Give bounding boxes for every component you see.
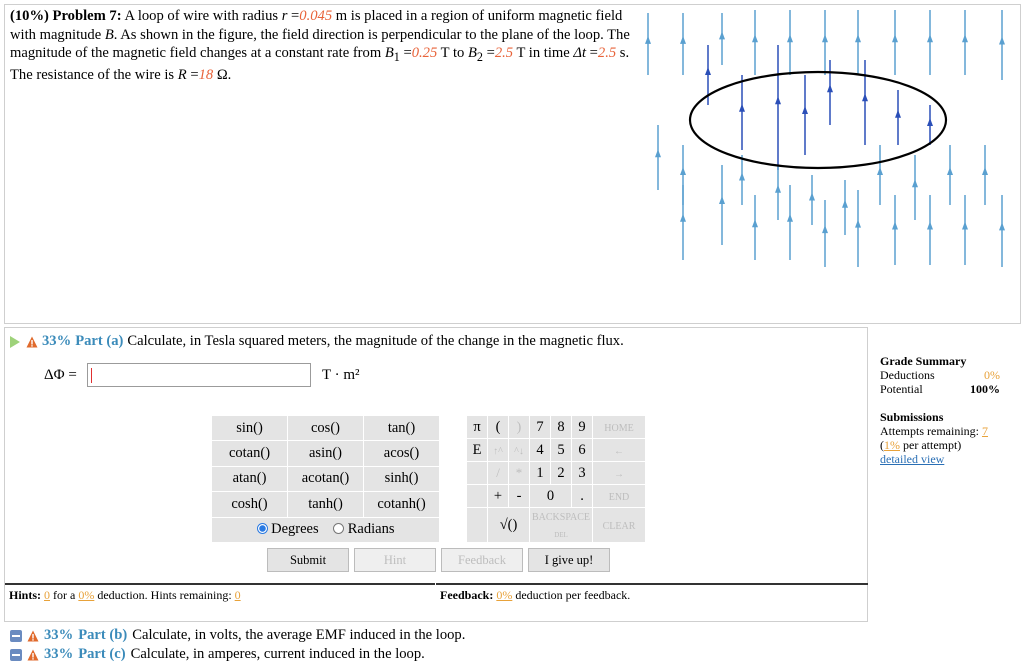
field-arrow-icon bbox=[719, 31, 725, 39]
hints-text-2: deduction. Hints remaining: bbox=[97, 588, 232, 602]
submit-button[interactable]: Submit bbox=[267, 548, 349, 572]
potential-row bbox=[880, 382, 1000, 396]
field-arrow-icon bbox=[752, 219, 758, 227]
hints-panel bbox=[5, 583, 435, 621]
hints-remaining: 0 bbox=[234, 588, 241, 602]
per-attempt-row bbox=[880, 438, 1000, 452]
asin-button[interactable]: asin() bbox=[288, 441, 364, 466]
del-label: DEL bbox=[554, 531, 568, 539]
clear-button[interactable] bbox=[593, 508, 646, 543]
part-c-row[interactable] bbox=[10, 645, 465, 664]
text-cursor bbox=[91, 368, 92, 383]
per-attempt-text: per attempt) bbox=[900, 438, 962, 452]
angle-mode bbox=[212, 517, 440, 542]
problem-heading: (10%) Problem 7: bbox=[10, 8, 122, 24]
collapse-icon[interactable] bbox=[10, 630, 22, 642]
equals: = bbox=[186, 67, 199, 84]
acos-button[interactable]: acos() bbox=[364, 441, 440, 466]
part-a-label: Part (a) bbox=[75, 333, 124, 349]
equals: = bbox=[399, 45, 412, 61]
problem-text-1: A loop of wire with radius bbox=[124, 8, 282, 24]
home-button[interactable] bbox=[593, 416, 646, 439]
field-arrow-icon bbox=[982, 167, 988, 175]
right-arrow-button[interactable] bbox=[593, 462, 646, 485]
field-arrow-icon bbox=[895, 110, 901, 118]
sqrt-button[interactable]: √() bbox=[488, 508, 530, 543]
up-button[interactable] bbox=[488, 439, 509, 462]
digit-1-button[interactable]: 1 bbox=[530, 462, 551, 485]
part-a-header bbox=[10, 333, 624, 350]
part-b-row[interactable] bbox=[10, 626, 465, 645]
field-arrow-icon bbox=[947, 167, 953, 175]
field-arrow-icon bbox=[719, 196, 725, 204]
attempts-label: Attempts remaining: bbox=[880, 424, 979, 438]
field-arrow-icon bbox=[787, 214, 793, 222]
dt-symbol: Δt bbox=[573, 45, 587, 61]
field-arrow-icon bbox=[927, 34, 933, 42]
part-a-percent: 33% bbox=[42, 333, 72, 349]
right-arrow-icon: → bbox=[614, 468, 624, 480]
digit-5-button[interactable]: 5 bbox=[551, 439, 572, 462]
cosh-button[interactable]: cosh() bbox=[212, 492, 288, 517]
part-c-percent: 33% bbox=[44, 646, 74, 662]
wire-loop bbox=[690, 72, 946, 168]
left-arrow-button[interactable] bbox=[593, 439, 646, 462]
blank-cell bbox=[467, 508, 488, 543]
decimal-button[interactable]: . bbox=[572, 485, 593, 508]
field-arrow-icon bbox=[892, 34, 898, 42]
b1-value: 0.25 bbox=[411, 45, 438, 61]
field-arrow-icon bbox=[655, 149, 661, 157]
field-arrow-icon bbox=[809, 193, 815, 201]
field-arrow-icon bbox=[705, 67, 711, 75]
per-attempt-open: ( bbox=[880, 438, 884, 452]
radius-symbol: r bbox=[281, 8, 288, 24]
digit-4-button[interactable]: 4 bbox=[530, 439, 551, 462]
up-label: ↑^ bbox=[493, 445, 503, 457]
hints-count: 0 bbox=[44, 588, 51, 602]
blank-cell bbox=[467, 462, 488, 485]
part-c-label: Part (c) bbox=[78, 646, 126, 662]
field-arrow-icon bbox=[912, 179, 918, 187]
feedback-panel bbox=[436, 583, 868, 621]
digit-0-button[interactable]: 0 bbox=[530, 485, 572, 508]
cotan-button[interactable]: cotan() bbox=[212, 441, 288, 466]
down-button[interactable] bbox=[509, 439, 530, 462]
field-arrow-icon bbox=[680, 214, 686, 222]
problem-statement bbox=[10, 7, 630, 85]
hints-label: Hints: bbox=[9, 588, 42, 602]
detailed-view-link[interactable]: detailed view bbox=[880, 452, 945, 466]
pi-button[interactable]: π bbox=[467, 416, 488, 439]
radians-radio[interactable] bbox=[333, 523, 344, 534]
field-arrow-icon bbox=[999, 37, 1005, 45]
part-b-question: Calculate, in volts, the average EMF induced in the loop. bbox=[132, 627, 466, 643]
function-keys bbox=[211, 415, 440, 543]
field-arrow-icon bbox=[962, 222, 968, 230]
e-button[interactable]: E bbox=[467, 439, 488, 462]
part-b-percent: 33% bbox=[44, 627, 74, 643]
digit-3-button[interactable]: 3 bbox=[572, 462, 593, 485]
answer-unit: T · m² bbox=[322, 367, 360, 383]
field-arrow-icon bbox=[855, 220, 861, 228]
warning-icon bbox=[27, 630, 39, 642]
action-buttons bbox=[267, 548, 610, 572]
field-arrow-icon bbox=[739, 173, 745, 181]
field-arrow-icon bbox=[877, 167, 883, 175]
hints-text-1: for a bbox=[53, 588, 76, 602]
down-label: ^↓ bbox=[514, 445, 524, 457]
part-b-label: Part (b) bbox=[78, 627, 128, 643]
field-arrow-icon bbox=[927, 222, 933, 230]
attempts-value: 7 bbox=[981, 424, 988, 438]
feedback-label: Feedback: bbox=[440, 588, 494, 602]
equals: = bbox=[586, 45, 598, 61]
field-arrow-icon bbox=[645, 36, 651, 44]
b2-symbol: B bbox=[467, 45, 477, 61]
grade-title: Grade Summary bbox=[880, 354, 967, 368]
field-figure bbox=[640, 5, 1020, 270]
problem-text-2: m is placed in a region of uniform magnetic field with magnitude bbox=[10, 8, 623, 43]
hint-button[interactable]: Hint bbox=[354, 548, 436, 572]
tan-button[interactable]: tan() bbox=[364, 416, 440, 441]
per-attempt-value: 1% bbox=[884, 438, 900, 452]
potential-value: 100% bbox=[970, 382, 1000, 396]
digit-8-button[interactable]: 8 bbox=[551, 416, 572, 439]
field-arrow-icon bbox=[752, 34, 758, 42]
atan-button[interactable]: atan() bbox=[212, 466, 288, 491]
b2-value: 2.5 bbox=[494, 45, 514, 61]
hints-deduction: 0% bbox=[78, 588, 95, 602]
field-arrow-icon bbox=[822, 225, 828, 233]
collapse-icon[interactable] bbox=[10, 649, 22, 661]
grade-summary bbox=[880, 354, 1000, 466]
warning-icon bbox=[26, 336, 38, 348]
rparen-button[interactable] bbox=[509, 416, 530, 439]
equals: = bbox=[287, 8, 300, 24]
radius-value: 0.045 bbox=[299, 8, 333, 24]
acotan-button[interactable]: acotan() bbox=[288, 466, 364, 491]
digit-2-button[interactable]: 2 bbox=[551, 462, 572, 485]
backspace-label: BACKSPACE bbox=[532, 512, 590, 523]
attempts-row bbox=[880, 424, 1000, 438]
field-arrow-icon bbox=[999, 222, 1005, 230]
field-arrow-icon bbox=[775, 185, 781, 193]
digit-9-button[interactable]: 9 bbox=[572, 416, 593, 439]
equals: = bbox=[482, 45, 495, 61]
deductions-label: Deductions bbox=[880, 368, 935, 382]
feedback-button[interactable]: Feedback bbox=[441, 548, 523, 572]
calculator bbox=[211, 415, 646, 543]
digit-6-button[interactable]: 6 bbox=[572, 439, 593, 462]
field-arrow-icon bbox=[775, 96, 781, 104]
potential-label: Potential bbox=[880, 382, 923, 396]
digit-7-button[interactable]: 7 bbox=[530, 416, 551, 439]
part-a-question: Calculate, in Tesla squared meters, the magnitude of the change in the magnetic flux. bbox=[127, 333, 624, 349]
problem-text-5: T in time bbox=[513, 45, 574, 61]
keypad bbox=[466, 415, 646, 543]
deductions-value: 0% bbox=[984, 368, 1000, 382]
field-arrow-icon bbox=[892, 222, 898, 230]
dt-value: 2.5 bbox=[597, 45, 617, 61]
field-arrow-icon bbox=[862, 93, 868, 101]
multiply-label: * bbox=[515, 464, 523, 480]
left-arrow-icon: ← bbox=[614, 445, 624, 457]
answer-input[interactable] bbox=[87, 363, 311, 387]
degrees-radio[interactable] bbox=[257, 523, 268, 534]
field-arrow-icon bbox=[962, 34, 968, 42]
feedback-text: deduction per feedback. bbox=[515, 588, 631, 602]
problem-text-6: s. The resistance of the wire is bbox=[10, 45, 630, 84]
field-arrow-icon bbox=[927, 118, 933, 126]
b1-symbol: B bbox=[384, 45, 394, 61]
sin-button[interactable]: sin() bbox=[212, 416, 288, 441]
problem-text-7: Ω. bbox=[213, 67, 232, 84]
field-arrow-icon bbox=[855, 34, 861, 42]
multiply-button[interactable] bbox=[509, 462, 530, 485]
field-arrow-icon bbox=[787, 34, 793, 42]
lparen-button[interactable]: ( bbox=[488, 416, 509, 439]
divide-button[interactable] bbox=[488, 462, 509, 485]
field-arrow-icon bbox=[802, 106, 808, 114]
b2-sub: 2 bbox=[476, 49, 483, 64]
b1-sub: 1 bbox=[393, 49, 400, 64]
problem-text-4: T to bbox=[437, 45, 468, 61]
backspace-button[interactable] bbox=[530, 508, 593, 543]
field-arrow-icon bbox=[739, 104, 745, 112]
field-arrow-icon bbox=[680, 36, 686, 44]
field-arrow-icon bbox=[827, 84, 833, 92]
resistance-symbol: R bbox=[177, 67, 187, 84]
field-arrow-icon bbox=[680, 167, 686, 175]
divide-label: / bbox=[496, 464, 500, 480]
end-label: END bbox=[608, 491, 630, 503]
blank-cell bbox=[467, 485, 488, 508]
clear-label: CLEAR bbox=[602, 520, 636, 532]
problem-text-3: . As shown in the figure, the field direction is perpendicular to the plane of the loop. The magnitude of the magnetic field changes at a constant rate from bbox=[10, 26, 630, 61]
sinh-button[interactable]: sinh() bbox=[364, 466, 440, 491]
cotanh-button[interactable]: cotanh() bbox=[364, 492, 440, 517]
end-button[interactable] bbox=[593, 485, 646, 508]
warning-icon bbox=[27, 649, 39, 661]
field-arrow-icon bbox=[822, 34, 828, 42]
field-arrow-icon bbox=[842, 200, 848, 208]
radians-label: Radians bbox=[347, 521, 395, 538]
minus-button[interactable]: - bbox=[509, 485, 530, 508]
rparen-label: ) bbox=[516, 419, 522, 435]
submissions-title: Submissions bbox=[880, 410, 944, 424]
play-icon[interactable] bbox=[10, 336, 20, 348]
field-symbol: B bbox=[104, 26, 114, 43]
other-parts bbox=[10, 626, 465, 664]
resistance-value: 18 bbox=[198, 67, 214, 84]
home-label: HOME bbox=[604, 422, 634, 434]
give-up-button[interactable]: I give up! bbox=[528, 548, 610, 572]
plus-button[interactable]: + bbox=[488, 485, 509, 508]
deductions-row bbox=[880, 368, 1000, 382]
cos-button[interactable]: cos() bbox=[288, 416, 364, 441]
feedback-deduction: 0% bbox=[496, 588, 513, 602]
part-c-question: Calculate, in amperes, current induced in the loop. bbox=[130, 646, 425, 662]
tanh-button[interactable]: tanh() bbox=[288, 492, 364, 517]
answer-label: ΔΦ = bbox=[44, 367, 77, 383]
degrees-label: Degrees bbox=[271, 521, 319, 538]
